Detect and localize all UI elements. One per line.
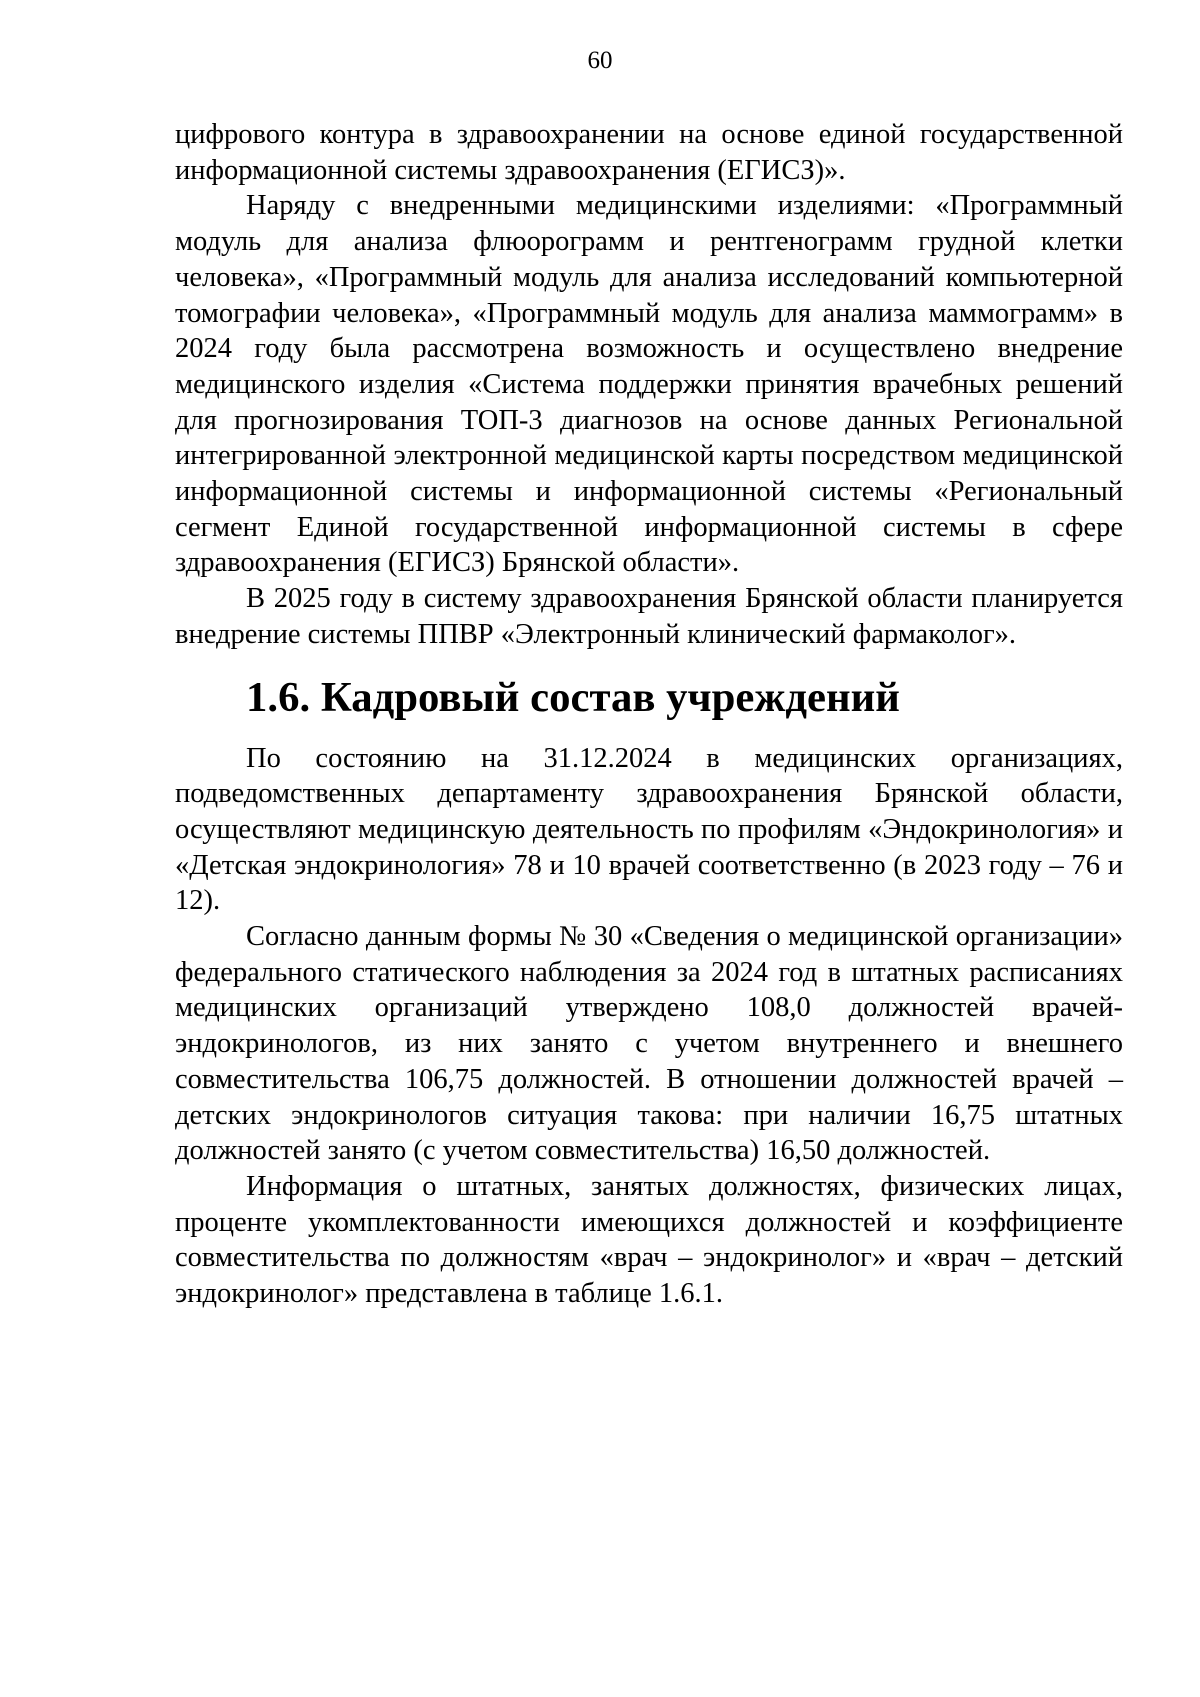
- paragraph-continuation: цифрового контура в здравоохранении на основе единой государственной информационной системы здравоохранения (ЕГИСЗ)».: [175, 119, 1123, 186]
- section-heading: 1.6. Кадровый состав учреждений: [246, 673, 900, 721]
- paragraph-table-reference: Информация о штатных, занятых должностях, физических лицах, проценте укомплектованности имеющихся должностей и коэффициенте совместительства по должностям «врач – эндокринолог» и «врач – детский эндокринолог» представлена в таблице 1.6.1.: [175, 1170, 1123, 1310]
- document-body: [175, 117, 1123, 1312]
- paragraph-staff-count: По состоянию на 31.12.2024 в медицинских организациях, подведомственных департаменту здравоохранения Брянской области, осуществляют медицинскую деятельность по профилям «Эндокринология» и «Детская эндокринология» 78 и 10 врачей соответственно (в 2023 году – 76 и 12).: [175, 742, 1123, 917]
- paragraph-medical-devices: Наряду с внедренными медицинскими изделиями: «Программный модуль для анализа флюорограмм и рентгенограмм грудной клетки человека», «Программный модуль для анализа исследований компьютерной томографии человека», «Программный модуль для анализа маммограмм» в 2024 году была рассмотрена возможность и осуществлено внедрение медицинского изделия «Система поддержки принятия врачебных решений для прогнозирования ТОП-3 диагнозов на основе данных Региональной интегрированной электронной медицинской карты посредством медицинской информационной системы и информационной системы «Региональный сегмент Единой государственной информационной системы в сфере здравоохранения (ЕГИСЗ) Брянской области».: [175, 190, 1123, 579]
- page-number: 60: [587, 47, 613, 74]
- paragraph-2025-plan: В 2025 году в систему здравоохранения Брянской области планируется внедрение системы ППВР «Электронный клинический фармаколог».: [175, 583, 1123, 650]
- paragraph-form-30: Согласно данным формы № 30 «Сведения о медицинской организации» федерального статического наблюдения за 2024 год в штатных расписаниях медицинских организаций утверждено 108,0 должностей врачей-эндокринологов, из них занято с учетом внутреннего и внешнего совместительства 106,75 должностей. В отношении должностей врачей – детских эндокринологов ситуация такова: при наличии 16,75 штатных должностей занято (с учетом совместительства) 16,50 должностей.: [175, 921, 1123, 1167]
